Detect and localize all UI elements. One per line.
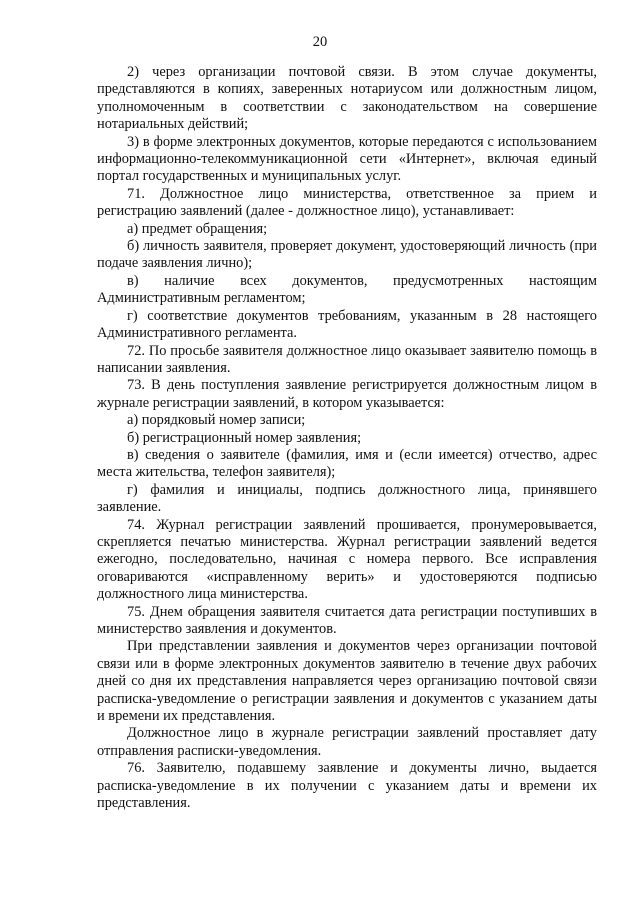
paragraph-71-g: г) соответствие документов требованиям, указанным в 28 настоящего Административного регламента.: [97, 307, 597, 342]
paragraph-71: 71. Должностное лицо министерства, ответственное за прием и регистрацию заявлений (далее - должностное лицо), устанавливает:: [97, 185, 597, 220]
paragraph-75-journal: Должностное лицо в журнале регистрации заявлений проставляет дату отправления расписки-уведомления.: [97, 725, 597, 759]
paragraph-73: 73. В день поступления заявление регистрируется должностным лицом в журнале регистрации заявлений, в котором указывается:: [97, 377, 597, 411]
paragraph-74: 74. Журнал регистрации заявлений прошивается, пронумеровывается, скрепляется печатью министерства. Журнал регистрации заявлений ведется ежегодно, последовательно, начиная с номера первого. Все исправления оговариваются «исправленному верить» и удостоверяются подписью должностного лица министерства.: [97, 516, 597, 603]
paragraph-73-g: г) фамилия и инициалы, подпись должностного лица, принявшего заявление.: [97, 481, 597, 516]
paragraph-73-b: б) регистрационный номер заявления;: [127, 429, 362, 446]
page-number: 20: [312, 34, 328, 50]
paragraph-73-v: в) сведения о заявителе (фамилия, имя и (если имеется) отчество, адрес места жительства, телефон заявителя);: [97, 446, 597, 481]
paragraph-71-a: а) предмет обращения;: [127, 220, 268, 237]
paragraph-71-b: б) личность заявителя, проверяет документ, удостоверяющий личность (при подаче заявления лично);: [97, 238, 597, 272]
paragraph-73-a: а) порядковый номер записи;: [127, 412, 306, 429]
paragraph-postal: 2) через организации почтовой связи. В этом случае документы, представляются в копиях, заверенных нотариусом или должностным лицом, уполномоченным в соответствии с законодательством на совершение нотариальных действий;: [97, 64, 597, 133]
paragraph-76: 76. Заявителю, подавшему заявление и документы лично, выдается расписка-уведомление в их получении с указанием даты и времени их представления.: [97, 760, 597, 812]
paragraph-75: 75. Днем обращения заявителя считается дата регистрации поступивших в министерство заявления и документов.: [97, 603, 597, 637]
paragraph-72: 72. По просьбе заявителя должностное лицо оказывает заявителю помощь в написании заявления.: [97, 342, 597, 376]
paragraph-electronic: 3) в форме электронных документов, которые передаются с использованием информационно-телекоммуникационной сети «Интернет», включая единый портал государственных и муниципальных услуг.: [97, 133, 597, 185]
paragraph-75-postal: При представлении заявления и документов через организации почтовой связи или в форме электронных документов заявителю в течение двух рабочих дней со дня их представления направляется через организацию почтовой связи расписка-уведомление о регистрации заявления и документов с указанием даты и времени их представления.: [97, 638, 597, 725]
document-body: [97, 64, 597, 812]
paragraph-71-v: в) наличие всех документов, предусмотренных настоящим Административным регламентом;: [97, 272, 597, 307]
